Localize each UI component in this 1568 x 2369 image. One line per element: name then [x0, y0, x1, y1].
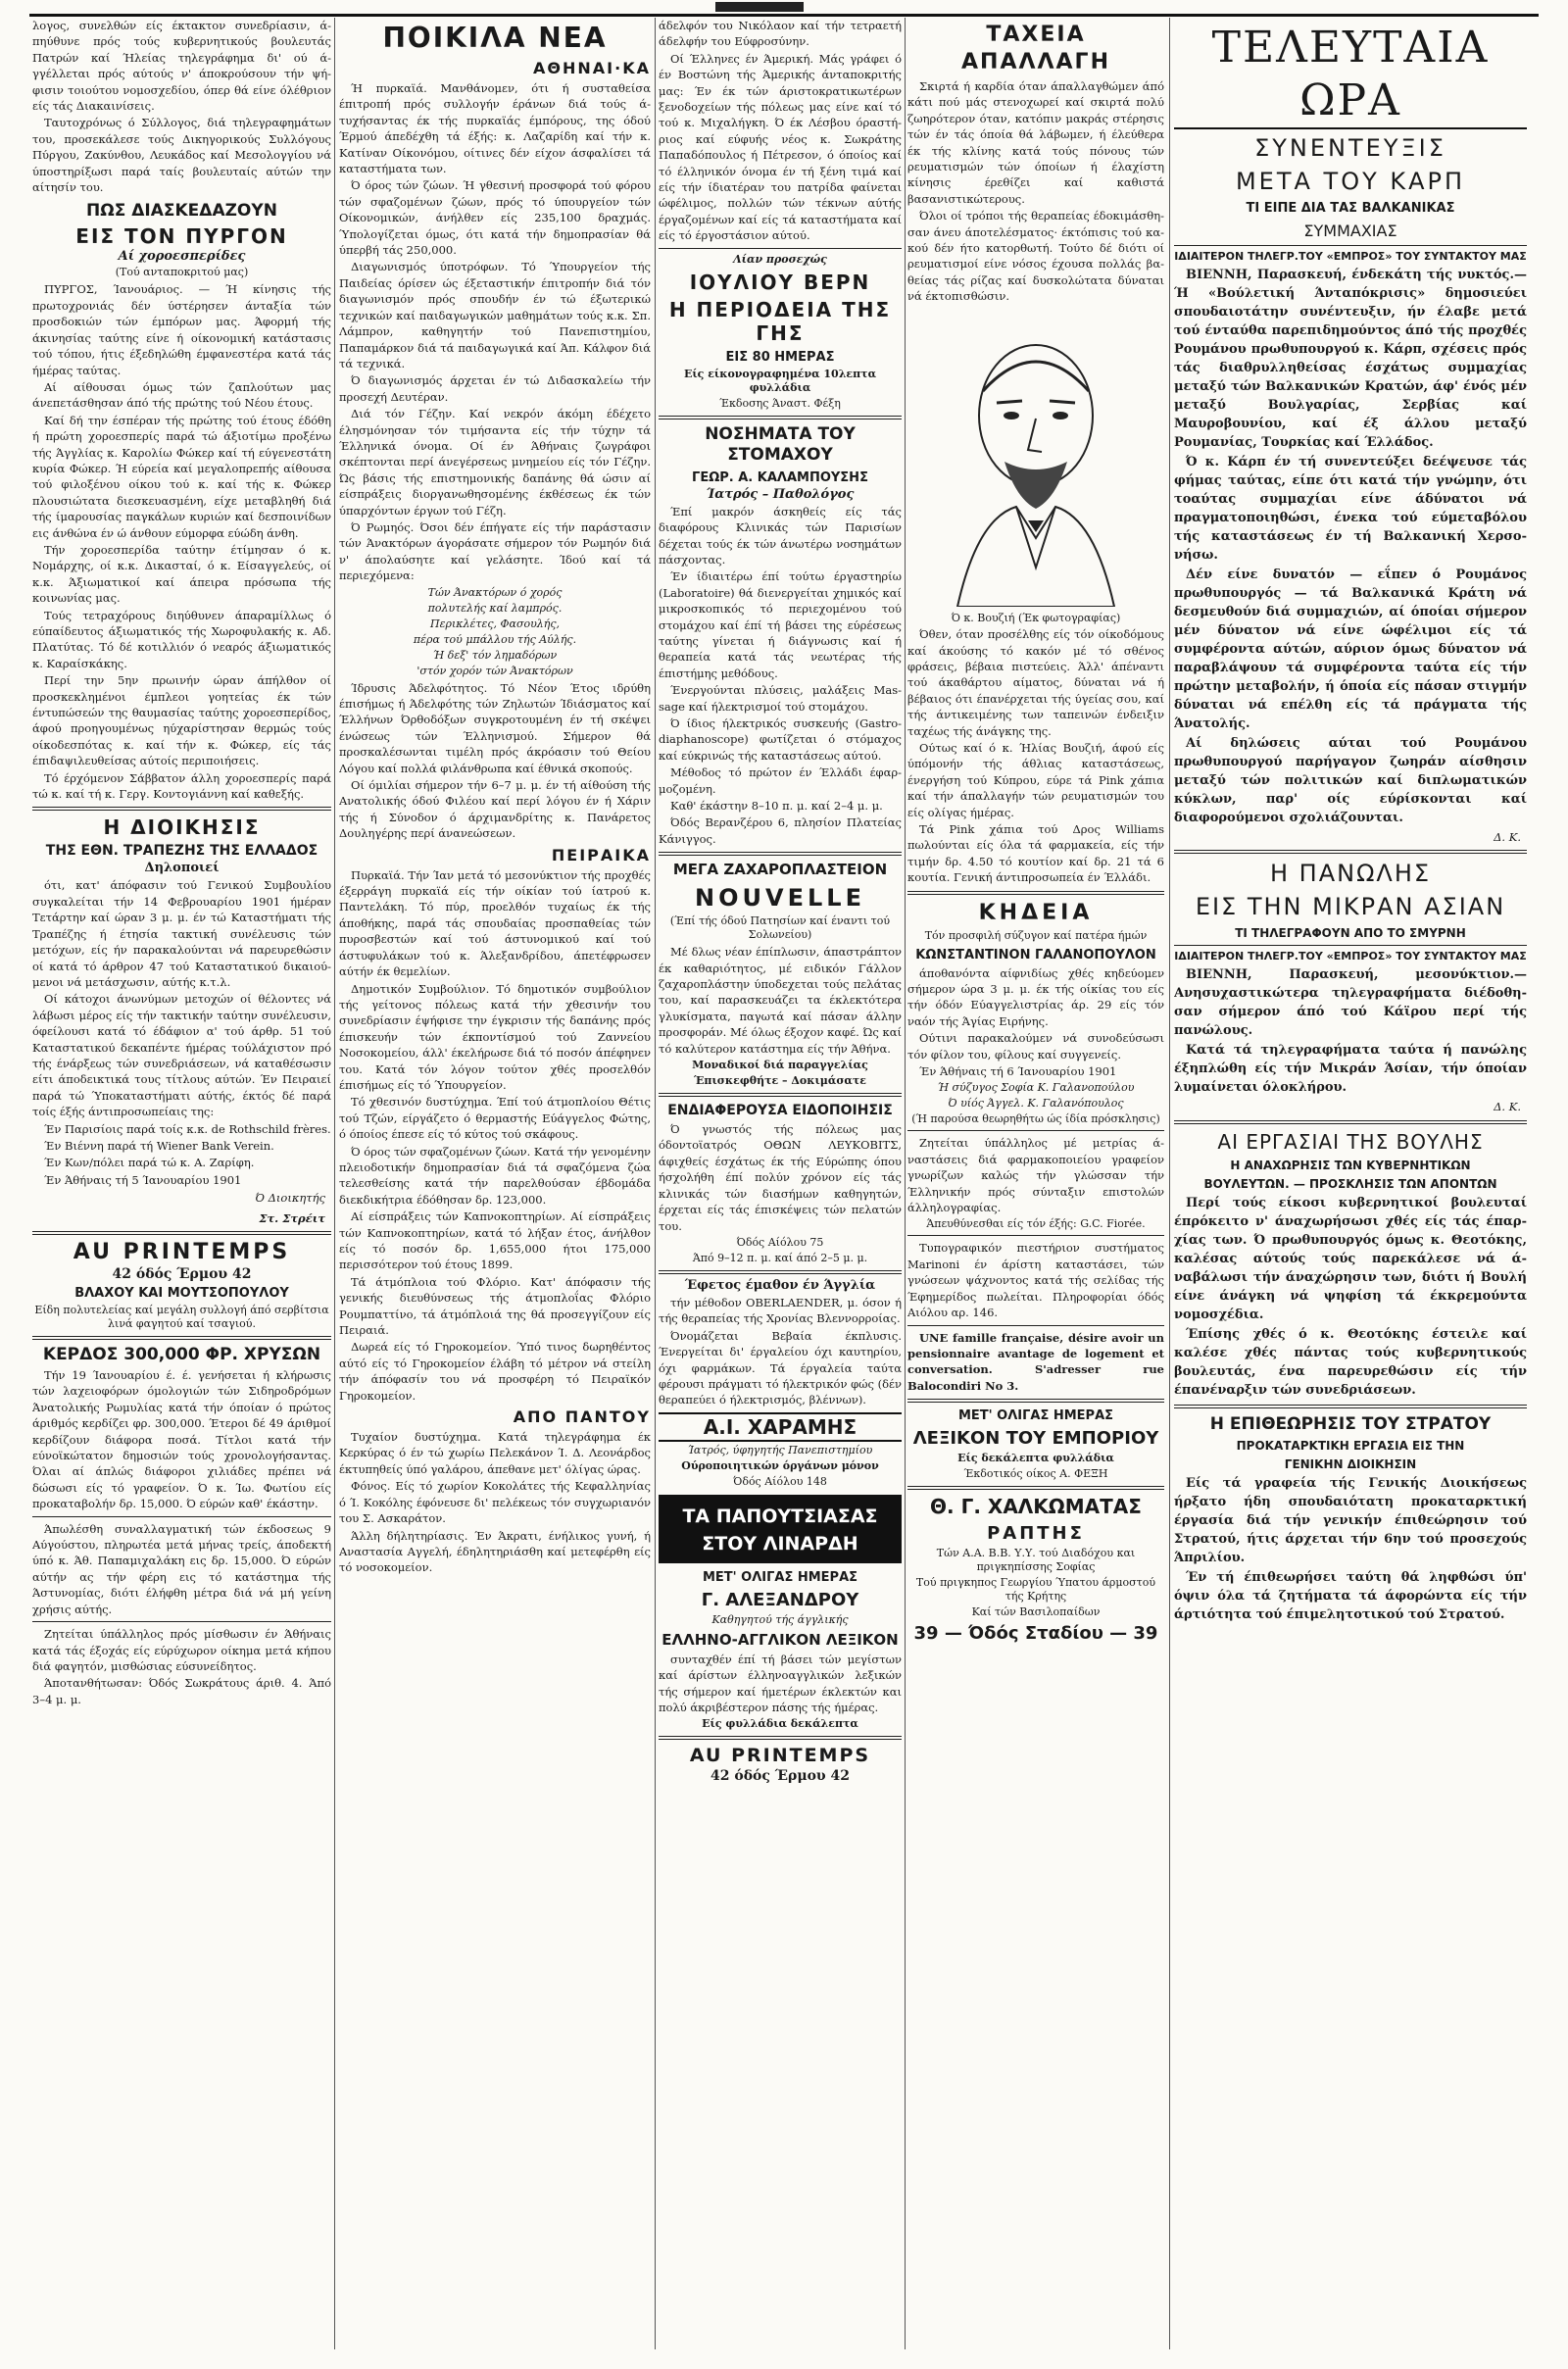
article-text: Τό έρχόμενον Σάββατον άλλη χοροεσπερίς παρά τώ κ. καί τή κ. Γεργ. Κοντογιάννη καί καθεξής.	[32, 770, 331, 802]
divider	[32, 1336, 331, 1340]
dispatch-label: ΙΔΙΑΙΤΕΡΟΝ ΤΗΛΕΓΡ.ΤΟΥ «ΕΜΠΡΟΣ» ΤΟΥ ΣΥΝΤΑΚΤΟΥ ΜΑΣ	[1174, 250, 1527, 263]
article-text: Άπωλέσθη συναλλαγματική τών έκδοσεως 9 Αύγούστου, πληρωτέα μετά μήνας τρείς, άποδεκτή ύπό κ. Άθ. Παπαμιχαλάκη εις δρ. 15,000. Ό εύρών αύτήν ας τήν φέρη εις τό κατάστημα τής Άστυνομίας, διότι έλήφθη μέτρα διά νά μή γείνη χρήσις αύτής.	[32, 1521, 331, 1616]
article-text: Έν Παρισίοις παρά τοίς κ.κ. de Rothschild frères.	[44, 1121, 331, 1136]
article-text: Διαγωνισμός ύποτρόφων. Τό Ύπουργείον τής Παιδείας όρίσεν ώς έξεταστικήν έπιτροπήν διά τόν διαγωνισμόν πρός σπουδήν έν τώ έξωτερικώ τεχνικών καί παιδαγωγικών μαθημάτων τούς κ.κ. Σπ. Λάμπρον, καθηγητήν τού Πανεπιστημίου, Παπαμάρκον διά τά παιδαγωγικά καί Άπ. Κάλφον διά τά τεχνικά.	[339, 260, 651, 370]
article-text: Ίδρυσις Άδελφότητος. Τό Νέον Έτος ιδρύθη έπισήμως ή Άδελφότης τών Ζηλωτών Ίδιάσματος καί Έλλήνων Όρθοδόξων συγκροτουμένη έν τή σκέψει ένώσεως τών Έλληνισμού. Σήμερον θά προσκαλέσωνται τιμέλη πρός άκρόασιν τού Θείου Λόγου καί πολλά φιλάνθρωπα καί έθνικά σκοπούς.	[339, 680, 651, 775]
article-text: Δημοτικόν Συμβούλιον. Τό δημοτικόν συμβούλιον τής γείτονος πόλεως κατά τήν χθεσινήν του συνεδρίασιν έψήφισε την έγκρισιν τής δαπάνης πρός έπισκευήν τών έκποντίσμού τού Ζαννείου Νοσοκομείου, άλλ' έκελήρωσε διά τό ποσόν άπέφηνεν του. Κατά τόν λόγον τούτον χθές προσελθόν έπισήμως είς τό Ύπουργείον.	[339, 981, 651, 1092]
ad-heading: ΤΑ ΠΑΠΟΥΤΣΙΑΣΑΣ	[682, 1505, 878, 1527]
ad-text: Καί τών Βασιλοπαίδων	[971, 1605, 1101, 1619]
article-text: Όνομάζεται Βεβαία έκπλυσις. Ένεργείται δι' έργαλείου όχι καυτηρίου, όχι φαρμάκων. Τά έργαλεία ταύτα φέρουσι πράγματι τό ήλεκτρικόν φώς (δέν θεραπεύει ό ήλεκτρισμός, βλέννων).	[659, 1328, 902, 1407]
article-text: Τυπογραφικόν πιεστήριον συστήματος Marinoni έν άρίστη καταστάσει, τών γνώσεων ψάχνοντος κατά τής σελίδας τής Έφημερίδος πωλείται. Πληροφορίαι όδός Αιόλου αρ. 146.	[907, 1241, 1164, 1320]
article-text: Αί αίθουσαι όμως τών ζαπλούτων μας άνεπετάσθησαν άπό τής πρώτης τού Νέου έτους.	[32, 379, 331, 411]
divider	[659, 416, 902, 420]
article-heading: ΑΙ ΕΡΓΑΣΙΑΙ ΤΗΣ ΒΟΥΛΗΣ	[1217, 1129, 1484, 1154]
article-text: Κατά τά τηλεγραφήματα ταύτα ή πανώλης έξηπλώθη είς τήν Μικράν Άσίαν, τήν όποίαν λυμαίνεται όλοκλήρου.	[1174, 1043, 1527, 1096]
ad-name: Α.Ι. ΧΑΡΑΜΗΣ	[659, 1412, 902, 1442]
ad-text: Μοναδικοί διά παραγγελίας	[692, 1059, 868, 1072]
divider	[32, 1231, 331, 1235]
divider	[907, 1486, 1164, 1490]
article-text: Ζητείται ύπάλληλος μέ μετρίας άναστάσεις διά φαρμακοποιείου γραφείον γνωρίζων καλώς τήν γλώσσαν τήν Έλληνικήν πρός σύνταξιν επιστολών άλληλογραφίας.	[907, 1136, 1164, 1215]
article-text: συνταχθέν έπί τή βάσει τών μεγίστων καί άρίστων έλληνοαγγλικών λεξικών τής σήμερον καί ήμετέρων έκλεκτών και πολύ άκριβέστερον πάσης τής ήμέρας.	[659, 1652, 902, 1714]
ad-name: NOUVELLE	[695, 884, 865, 913]
article-text: Ζητείται ύπάλληλος πρός μίσθωσιν έν Άθήναις κατά τάς έξοχάς είς εύρύχωρον οίκημα μετά κήπου διά φαγητόν, μισθώσιας εύσυνείδητος.	[32, 1627, 331, 1673]
article-text: Ό γνωστός τής πόλεως μας όδοντοϊατρός ΟΘΩΝ ΛΕΥΚΟΒΙΤΣ, άφιχθείς έσχάτως έκ τής Εύρώπης όπου ήσχολήθη έπί πολύν χρόνον είς τάς κλινικάς τών διασήμων καθηγητών, έρχεται είς τάς έπισκέψεις τών πελατών του.	[659, 1122, 902, 1233]
ad-heading: ΣΤΟΥ ΛΙΝΑΡΔΗ	[702, 1532, 858, 1555]
article-subheading: ΤΙ ΕΙΠΕ ΔΙΑ ΤΑΣ ΒΑΛΚΑΝΙΚΑΣ	[1246, 201, 1455, 216]
ad-title: Ίατρός – Παθολόγος	[706, 486, 855, 502]
article-subheading: ΤΙ ΤΗΛΕΓΡΑΦΟΥΝ ΑΠΟ ΤΟ ΣΜΥΡΝΗ	[1235, 926, 1466, 941]
signature: Δ. Κ.	[1494, 830, 1521, 844]
article-text: Περί τούς είκοσι κυβερνητικοί βουλευταί έπρόκειτο ν' άναχωρήσωσι χθές είς τάς έπαρχίας των. Ό πρωθυπουργός όμως κ. Θεοτόκης, καλέσας αύτούς τούς παρεκάλεσε νά άναβάλωσι τήν άναχώρησιν των, διότι ή Βουλή είνε άνάγκη νά ψηφίση τά έκκρεμούντα νομοσχέδια.	[1174, 1195, 1527, 1322]
section-heading: ΤΑΧΕΙΑ ΑΠΑΛΛΑΓΗ	[961, 23, 1110, 74]
article-text: Έν Άθήναις τή 5 Ίανουαρίου 1901	[44, 1172, 242, 1187]
article-text: Τά άτμόπλοια τού Φλόριο. Κατ' άπόφασιν τής γενικής διευθύνσεως τής άτμοπλοΐας Φλόριο Ρουμπαττίνο, τά άτμόπλοιά της θά προσεγγίζουν είς Πειραιά.	[339, 1274, 651, 1338]
ad-title: Ίατρός, ύφηγητής Πανεπιστημίου	[687, 1443, 873, 1456]
article-text: Άλλη δήλητηρίασις. Έν Άκρατι, ένήλικος γυνή, ή Αναστασία Αγγελή, έδηλητηριάσθη καί μετεφέρθη είς τό νοσοκομείον.	[339, 1528, 651, 1575]
ad-text: Είδη πολυτελείας καί μεγάλη συλλογή άπό σερβίτσια λινά φαγητού καί τσαγιού.	[34, 1304, 329, 1330]
ad-address: Όδός Αίόλου 148	[733, 1474, 827, 1488]
notice-heading: ΤΗΣ ΕΘΝ. ΤΡΑΠΕΖΗΣ ΤΗΣ ΕΛΛΑΔΟΣ	[45, 843, 318, 860]
verse-line: πέρα τού μπάλλου τής Αύλής.	[413, 632, 577, 646]
article-text: Ή πυρκαϊά. Μανθάνομεν, ότι ή συσταθείσα έπιτροπή πρός συλλογήν έράνων διά τούς άτυχήσαντας έκ τής πυρκαϊάς έμπόρους, της όδού Έρμού άπεδέχθη τά έξής: κ. Λαζαρίδη καί τήν κ. Κατίναν Οίκονόμου, οίτινες δέν είχον άσφαλίσει τά καταστήματα των.	[339, 81, 651, 176]
article-heading: ΣΥΝΕΝΤΕΥΞΙΣ	[1254, 134, 1446, 162]
ad-publisher: Έκδοσης Άναστ. Φέξη	[719, 396, 841, 410]
portrait-illustration	[918, 313, 1153, 607]
divider	[907, 891, 1164, 895]
divider	[659, 248, 902, 249]
article-text: Καθ' έκάστην 8–10 π. μ. καί 2–4 μ. μ.	[670, 799, 883, 813]
ad-text: Άπευθύνεσθαι είς τόν έξής: G.C. Fiorée.	[926, 1217, 1146, 1231]
article-text: Έν ίδιαιτέρω έπί τούτω έργαστηρίω (Laboratoire) θά διενεργείται χημικός καί μικροσκοπικός τό περιεχομένου τού στομάχου καί έπί τή βάσει της εύρέσεως ταύτης γίνεται ή διάγνωσις καί ή θεραπεία κατά τάς νεωτέρας τής έπιστήμης μεθόδους.	[659, 569, 902, 680]
article-text: Ένεργούνται πλύσεις, μαλάξεις Massage καί ήλεκτρισμοί τού στομάχου.	[659, 683, 902, 714]
article-text: Περί την 5ην πρωινήν ώραν άπήλθον οί προσκεκλημένοι έμπλεοι γοητείας έκ τών έντυπώσεών της θαυμασίας ταύτης χοροεσπερίδος, άφού προηγουμένως ηύχαρίστησαν θερμώς τούς οίκοδεσπότας κ. καί τήν κ. Φώκερ, είς τάς έπιδαψιλευθείσας αύτοίς περιποιήσεις.	[32, 673, 331, 768]
ad-heading: AU PRINTEMPS	[73, 1240, 291, 1264]
article-text: Άποτανθήτωσαν: Όδός Σωκράτους άριθ. 4. Άπό 3–4 μ. μ.	[32, 1676, 331, 1706]
ad-address: 42 όδός Έρμου 42	[710, 1768, 850, 1785]
ad-heading: ΜΕΤ' ΟΛΙΓΑΣ ΗΜΕΡΑΣ	[702, 1569, 858, 1585]
ad-text: Τού πριγκηπος Γεωργίου Ύπατου άρμοστού τής Κρήτης	[915, 1576, 1156, 1604]
article-text: Αί είσπράξεις τών Καπνοκοπτηρίων. Αί είσπράξεις τών Καπνοκοπτηρίων, κατά τό λήξαν έτος, άνήλθον είς τό ποσόν δρ. 1,655,000 ήτοι 175,000 περισσότερον τού έτους 1899.	[339, 1209, 651, 1272]
article-heading: ΜΕΤΑ ΤΟΥ ΚΑΡΠ	[1235, 168, 1466, 195]
article-text: Όθεν, όταν προσέλθης είς τόν οίκοδόμους καί άκούσης τό κακόν μέ τό σθένος φράσεις, βέβαια πιστεύεις. Άλλ' άπέναντι τού άκαθάρτου αίματος, δύναται νά ή βέβαιος ότι έπανέρχεται τής ύγείας σου, καί τής άντικειμένης των ταπεινών ένδειξιν ταχέως τής άνάγκης της.	[907, 627, 1164, 738]
article-text: Έν Κων/πόλει παρά τώ κ. Α. Ζαρίφη.	[44, 1156, 255, 1170]
divider	[1174, 245, 1527, 246]
article-text: ότι, κατ' άπόφασιν τού Γενικού Συμβουλίου συγκαλείται τήν 14 Φεβρουαρίου 1901 ήμέραν Τετάρτην καί ώραν 3 μ. μ. έν τώ Καταστήματι τής Τραπέζης ή έτησία τακτική συνέλευσις τών μετόχων, είς ήν παρακαλούνται νά παρευρεθώσιν οί κατά τό άρθρον 47 τού Καταστατικού δικαιούμενοι νά μετάσχωσιν, αύτής κ.τ.λ.	[32, 878, 331, 989]
article-text: Έν Άθήναις τή 6 Ίανουαρίου 1901	[919, 1064, 1117, 1079]
dispatch-label: ΙΔΙΑΙΤΕΡΟΝ ΤΗΛΕΓΡ.ΤΟΥ «ΕΜΠΡΟΣ» ΤΟΥ ΣΥΝΤΑΚΤΟΥ ΜΑΣ	[1174, 950, 1527, 963]
ad-address: Όδός Αίόλου 75	[736, 1235, 824, 1249]
section-heading: ΠΟΙΚΙΛΑ ΝΕΑ	[382, 22, 608, 54]
masthead-rule	[0, 0, 1568, 14]
shoe-ad-banner	[659, 1495, 902, 1563]
ad-heading: ΚΕΡΔΟΣ 300,000 ΦΡ. ΧΡΥΣΩΝ	[42, 1345, 321, 1364]
article-text: Οί κάτοχοι άνωνύμων μετοχών οί θέλοντες νά λάβωσι μέρος είς τήν τακτικήν ταύτην συνέλευσιν, όφείλουσι κατά τό έδάφιον α' τού άρθρ. 51 τού Καταστατικού δεκαπέντε ήμέρας τούλάχιστον πρό τής ένάρξεως τών συνεδριάσεων, νά καταθέσωσιν είτι άποδεικτικά τους τίτλους αύτών. Έν Πειραιεί παρά τώ Ύποκαταστήματι αύτής, έκτός δέ παρά τοίς έξής άντιπροσωπείαις της:	[32, 992, 331, 1119]
article-subheading: ΒΟΥΛΕΥΤΩΝ. — ΠΡΟΣΚΛΗΣΙΣ ΤΩΝ ΑΠΟΝΤΩΝ	[1203, 1176, 1497, 1191]
ad-owner: ΒΛΑΧΟΥ ΚΑΙ ΜΟΥΤΣΟΠΟΥΛΟΥ	[74, 1286, 289, 1301]
ad-heading: ΕΝΔΙΑΦΕΡΟΥΣΑ ΕΙΔΟΠΟΙΗΣΙΣ	[667, 1103, 893, 1119]
article-text: Είς τά γραφεία τής Γενικής Διοικήσεως ήρξατο ήδη σπουδαιότατη προκαταρκτική έργασία διά τήν γενικήν έπιθεώρησιν τού Στρατού, ήτις άρχεται τήν 6ην τού προσεχούς Άπριλίου.	[1174, 1475, 1527, 1565]
ad-address: 39 — Όδός Σταδίου — 39	[913, 1623, 1158, 1645]
ad-name: Γ. ΑΛΕΞΑΝΔΡΟΥ	[701, 1589, 859, 1610]
divider	[659, 852, 902, 856]
ad-heading: ΝΟΣΗΜΑΤΑ ΤΟΥ ΣΤΟΜΑΧΟΥ	[705, 423, 856, 465]
article-text: Έν τή έπιθεωρήσει ταύτη θά ληφθώσι ύπ' όψιν όλα τά ζητήματα τά άφορώντα είς τήν άρτιότητα τού έπιμελητοτικού τού Στρατού.	[1174, 1569, 1527, 1622]
obituary-signer: Ή σύζυγος Σοφία Κ. Γαλανοπούλου	[937, 1081, 1135, 1095]
article-text: Όδός Βερανζέρου 6, πλησίον Πλατείας Κάνιγγος.	[659, 815, 902, 846]
ad-text: Τών Α.Α. Β.Β. Υ.Υ. τού Διαδόχου και πριγκηπίσσης Σοφίας	[936, 1547, 1136, 1574]
ad-text: Ούροποιητικών όργάνων μόνον	[681, 1458, 879, 1472]
divider	[907, 1325, 1164, 1326]
column-divider	[334, 18, 335, 2349]
ad-pretitle: Λίαν προσεχώς	[733, 252, 827, 266]
notice-heading: Η ΔΙΟΙΚΗΣΙΣ	[103, 815, 261, 840]
article-text: Έπί μακρόν άσκηθείς είς τάς διαφόρους Κλινικάς τών Παρισίων δέχεται τούς έκ τών άνωτέρω νοσημάτων πάσχοντας.	[659, 504, 902, 567]
article-heading: ΕΙΣ ΤΗΝ ΜΙΚΡΑΝ ΑΣΙΑΝ	[1195, 893, 1506, 921]
article-text: Ό Ρωμηός. Όσοι δέν έπήγατε είς τήν παράστασιν τών Άνακτόρων άγοράσατε σήμερον τόν Ρωμηόν διά ν' άπολαύσητε καί γελάσητε. Ίδού καί τά περιεχόμενα:	[339, 519, 651, 583]
ad-heading: ΕΙΣ 80 ΗΜΕΡΑΣ	[725, 349, 835, 365]
article-text: Δέν είνε δυνατόν — εΐπεν ό Ρουμάνος πρωθυπουργός — τά Βαλκανικά Κράτη νά δεσμευθούν διά συμμαχιών, αί όποίαι σήμερον μέν δύνατον νά είνε ώφέλιμοι είς τά συμφέροντα αύτών, αύριον όμως δύνατον νά παραβλάψουν τά συμφέροντα ταύτα είς τήν πρώτην μεταβολήν, ή όποία είς πάσαν στιγμήν δύναται νά επέλθη είς τά πράγματα τής Άνατολής.	[1174, 568, 1527, 731]
ad-heading: ΜΕΓΑ ΖΑΧΑΡΟΠΛΑΣΤΕΙΟΝ	[672, 861, 888, 879]
article-text: Έν Βιέννη παρά τή Wiener Bank Verein.	[44, 1138, 274, 1153]
article-text: Οί όμιλίαι σήμερον τήν 6–7 μ. μ. έν τή αίθούση τής Ανατολικής όδού Φιλέου καί περί λόγου έν ή Χάριν τής ή Σύνοδον ό άρχιμανδρίτης κ. Πανάρετος Δουληγέρης περί άνανεώσεων.	[339, 778, 651, 841]
obituary-name: ΚΩΝΣΤΑΝΤΙΝΟΝ ΓΑΛΑΝΟΠΟΥΛΟΝ	[915, 947, 1156, 962]
article-text: Τά Pink χάπια τού Δρος Williams πωλούνται είς όλα τά φαρμακεία, είς τήν τιμήν δρ. 4.50 τό κουτίον καί δρ. 21 τά 6 κουτία. Γενική άντιπροσωπεία έν Έλλάδι.	[907, 821, 1164, 885]
ad-heading: ΙΟΥΛΙΟΥ ΒΕΡΝ	[689, 270, 871, 294]
signature-role: Ό Διοικητής	[255, 1191, 325, 1206]
column-5	[1174, 18, 1527, 2349]
section-heading: ΤΕΛΕΥΤΑΙΑ ΩΡΑ	[1174, 22, 1527, 129]
divider	[1174, 850, 1527, 854]
article-text: ΒΙΕΝΝΗ, Παρασκευή, ένδεκάτη τής νυκτός.— Ή «Βούλετική Άνταπόκρισις» δημοσιεύει σπουδαιοτάτην συνέντευξιν, ήν έλαβε μετά τού ένταύθα παρεπιδημούντος άπό τής προχθές Ρουμάνου πρωθυπουργού κ. Κάρπ, σχέσεις πρός τάς διαθρυλληθείσας έσχάτως συμμαχίας μεταξύ τών Βαλκανικών Κρατών, άφ' ένός μέν μεταξύ Βουλγαρίας, Σερβίας καί Μαυροβουνίου, καί έξ άλλου μεταξύ Ρουμανίας, Τουρκίας καί Έλλάδος.	[1174, 268, 1527, 450]
article-subheading: Η ΑΝΑΧΩΡΗΣΙΣ ΤΩΝ ΚΥΒΕΡΝΗΤΙΚΩΝ	[1230, 1158, 1471, 1172]
verse-line: Περικλέτες, Φασουλής,	[430, 617, 560, 630]
divider	[659, 1270, 902, 1274]
column-3	[659, 18, 902, 2349]
masthead-ornament	[715, 2, 804, 12]
ad-text: Είς είκονογραφημένα 10λεπτα φυλλάδια	[683, 367, 877, 394]
column-1	[32, 18, 331, 2349]
divider	[659, 1736, 902, 1740]
ad-heading: ΛΕΞΙΚΟΝ ΤΟΥ ΕΜΠΟΡΙΟΥ	[912, 1428, 1159, 1450]
ad-address: 42 όδός Έρμου 42	[112, 1266, 252, 1282]
divider	[907, 1399, 1164, 1403]
divider	[907, 1235, 1164, 1236]
article-subheading: ΓΕΝΙΚΗΝ ΔΙΟΙΚΗΣΙΝ	[1284, 1456, 1417, 1471]
obituary-text: Τόν προσφιλή σύζυγον καί πατέρα ήμών	[924, 928, 1148, 942]
article-text: Ό κ. Κάρπ έν τή συνεντεύξει δεέψευσε τάς φήμας ταύτας, είπε ότι κατά τήν γνώμην, ότι τοαύτας συμμαχίαι είνε άδύνατοι νά πραγματοποιηθώσι, ένεκα τού εύμεταβόλου τής καταστάσεως έν τή Βαλκανική Χερσονήσω.	[1174, 455, 1527, 563]
top-rule	[29, 14, 1539, 17]
verse-line: 'στόν χορόν τών Άνακτόρων	[416, 664, 573, 677]
divider	[907, 1130, 1164, 1131]
verse-line: Τών Άνακτόρων ό χορός	[427, 585, 563, 599]
article-text: Σκιρτά ή καρδία όταν άπαλλαγθώμεν άπό κάτι πού μάς στενοχωρεί καί σκιρτά πολύ ζωηρότερον όταν, κατόπιν μακράς στέρησις τών έν τάς όποία θά λάβωμεν, ή έλεύθερα έκ τής κλίνης κατά τούς πόνους τών ρευματισμών τών όποίων ή έλαχίστη κίνησις έρεθίζει καί καθιστά βασανιστικώτερους.	[907, 79, 1164, 206]
article-text: Ό όρος τών ζώων. Ή γθεσινή προσφορά τού φόρου τών σφαζομένων ζώων, πρός τό ύπουργείον τών Οίκονομικών, άνήλθεν είς 235,100 δραχμάς. Ύπολογίζεται όμως, ότι κατά τήν δημοπρασίαν θά ύπερβή τάς 250,000.	[339, 178, 651, 258]
article-heading: Η ΕΠΙΘΕΩΡΗΣΙΣ ΤΟΥ ΣΤΡΑΤΟΥ	[1209, 1413, 1492, 1434]
section-heading: ΠΩΣ ΔΙΑΣΚΕΔΑΖΟΥΝ	[86, 201, 277, 222]
notice-subtitle: Δηλοποιεί	[144, 861, 220, 876]
article-text: Ούτως καί ό κ. Ήλίας Βουζιή, άφού είς ύπόμονήν τής άθλιας καταστάσεως, ένεργήση τού Κύπρου, εύρε τά Pink χάπια καί τήν άπαλλαγήν τών ρευματισμών του είς ολίγας ήμέρας.	[907, 740, 1164, 819]
article-text: Οί Έλληνες έν Άμερική. Μάς γράφει ό έν Βοστώνη τής Άμερικής άνταποκριτής μας: Έν έκ τών άριστοκρατικωτέρων ξενοδοχείων τής πόλεως μας είνε καί τό τού κ. Μιχαλήγκη. Ό έκ Λέσβου όραστήριος καί εύφυής νέος κ. Σωκράτης Παπαδόπουλος ή Πέτρεσον, ό όποίος καί τό έλληνικόν όνομα έν τή ξένη τιμά καί είς τήν ίδιατέραν του πατρίδα φαίνεται ώφέλιμος, πολλών τών τέκνων αύτής έργαζομένων καί είς τά καταστήματα καί είς τό έργοστάσιον αύτού.	[659, 51, 902, 243]
article-heading: Η ΠΑΝΩΛΗΣ	[1269, 860, 1432, 888]
column-divider	[905, 18, 906, 2349]
ad-name: Θ. Γ. ΧΑΛΚΩΜΑΤΑΣ	[930, 1495, 1142, 1519]
article-text: Τό χθεσινόν δυστύχημα. Έπί τού άτμοπλοίου Θέτις τού Τζών, είργάζετο ό θερμαστής Εύάγγελος Φώτης, ό όποίος έπεσε είς τό κύτος τού σκάφους.	[339, 1095, 651, 1142]
article-text: Τυχαίον δυστύχημα. Κατά τηλεγράφημα έκ Κερκύρας ό έν τώ χωρίω Πελεκάνον Ί. Δ. Λεονάρδος έκτυπηθείς ύπό γαλάρου, άπεθανε μετ' όλίγας ώρας.	[339, 1430, 651, 1476]
verse-line: Ή δεξ' τόν λημαδόρων	[432, 648, 558, 662]
ad-name: ΓΕΩΡ. Α. ΚΑΛΑΜΠΟΥΣΗΣ	[692, 469, 868, 485]
divider	[659, 1093, 902, 1097]
ad-text: Έπισκεφθήτε – Δοκιμάσατε	[694, 1074, 866, 1088]
article-text: Τούς τετραχόρους διηύθυνεν άπαραμίλλως ό εύπαίδευτος άξιωματικός τής Χωροφυλακής κ. Αδ. Πλατύτας. Τό δέ κοτιλλιόν ό νεαρός άξιωματικός κ. Καραίσκάκης.	[32, 608, 331, 670]
article-text: Τήν χοροεσπερίδα ταύτην έτίμησαν ό κ. Νομάρχης, οί κ.κ. Δικασταί, ό κ. Είσαγγελεύς, οί κ.κ. Άξιωματικοί καί άπειρα πρόσωπα τής κοινωνίας μας.	[32, 542, 331, 606]
article-text: Φόνος. Είς τό χωρίον Κοκολάτες τής Κεφαλληνίας ό Ί. Κοκόλης έφόνευσε δι' πελέκεως τόν συγχωριανόν του Σ. Ασκαράτον.	[339, 1479, 651, 1526]
article-text: Καί δή την έσπέραν τής πρώτης τού έτους έδόθη ή πρώτη χοροεσπερίς παρά τώ άξιοτίμω προξένω τής Άγγλίας κ. Καρολίω Φώκερ καί τή εύγενεστάτη κυρία Φώκερ. Ή εύρεία καί μεγαλοπρεπής αίθουσα τού φιλοξένου οίκου τού κ. καί τής κ. Φώκερ πλουσιώτατα διεσκευασμένη, είχε μεταβληθή διά τής ίμαρουσίας παγκάλων κυριών καί δεσποινίδων εις άνθώνα έν ώ άνθουν εύμορφα εύώδη άνθη.	[32, 413, 331, 540]
article-text: Διά τόν Γέζην. Καί νεκρόν άκόμη έδέχετο έλησμόνησαν τόν τιμήσαντα είς τήν τύχην τά Έλληνικά όνομα. Οί έν Άθήναις ζωγράφοι σκέπτονται περί άνεγέρσεως μνημείου είς τόν Γέζην. Ώς βάσις τής επιστημονικής δαπάνης θά ώσιν αί είσπράξεις διοργανωθησομένης έκθέσεως έκ τών ύπαρχόντων έργων τού Γέζη.	[339, 407, 651, 518]
article-text: Όλοι οί τρόποι τής θεραπείας έδοκιμάσθησαν άνευ άποτελέσματος· έκτόπισις τού κακού δέν ήτο κατορθωτή. Τούτο δέ διότι οί ρευματισμοί είνε νόσος έχουσα πολλάς βαθείας τάς ρίζας καί δυσκολώτατα δύναται νά έκτοπισθώσιν.	[907, 209, 1164, 304]
article-text: Τήν 19 Ίανουαρίου έ. έ. γενήσεται ή κλήρωσις τών λαχειοφόρων όμολογιών τών Σιδηροδρόμων Άνατολικής Ρωμυλίας κατά τήν όποίαν ό πρώτος άριθμός κερδίζει φρ. 300,000. Έτεροι δέ 49 άριθμοί κερδίζουν διάφορα ποσά. Τίτλοι κατά τήν εύνοϊκώτατον δημοσιών τούς χρονολογήσαντας. Όλαι αί άπλώς διάφοροι χιλιάδες πρέπει νά δώσωσι είς τό γραφείον. Ό κ. Ίω. Φωτίου είς προκαταβολήν δρ. 15,000. Ό εύρών καθ' έκάστην.	[32, 1368, 331, 1511]
portrait-caption: Ό κ. Βουζιή (Έκ φωτογραφίας)	[951, 611, 1121, 624]
ad-heading: Η ΠΕΡΙΟΔΕΙΑ ΤΗΣ ΓΗΣ	[668, 297, 892, 345]
ad-hours: Άπό 9–12 π. μ. καί άπό 2–5 μ. μ.	[692, 1251, 868, 1264]
divider	[1174, 1405, 1527, 1408]
column-4	[907, 18, 1164, 2349]
divider	[1174, 1120, 1527, 1124]
article-subheading: ΣΥΜΜΑΧΙΑΣ	[1303, 222, 1397, 240]
section-subtitle: Αί χοροεσπερίδες	[118, 249, 246, 265]
article-text: τήν μέθοδον OBERLAENDER, μ. όσον ή τής θεραπείας τής Χρονίας Βλεννορροίας.	[659, 1295, 902, 1326]
ad-title: Καθηγητού τής άγγλικής	[711, 1612, 849, 1626]
article-text: Έπίσης χθές ό κ. Θεοτόκης έστειλε καί καλέσε χθές πάντας τούς κυβερνητικούς βουλευτάς, ένα παρευρεθώσιν είς τήν έπανέναρξιν τών συνεδριάσεων.	[1174, 1326, 1527, 1398]
article-text: UNE famille française, désire avoir un pensionnaire avantage de logement et conversation. S'adresser rue Balocondiri No 3.	[907, 1330, 1164, 1393]
section-note: (Τού ανταποκριτού μας)	[115, 266, 249, 279]
ad-heading: AU PRINTEMPS	[689, 1745, 871, 1767]
verse-line: πολυτελής καί λαμπρός.	[427, 601, 563, 615]
divider	[1174, 945, 1527, 946]
obituary-signer: Ό υίός Άγγελ. Κ. Γαλανόπουλος	[948, 1097, 1124, 1110]
section-subtitle: ΑΠΟ ΠΑΝΤΟΥ	[513, 1407, 651, 1427]
article-text: Μέθοδος τό πρώτον έν Έλλάδι έφαρμοζομένη.	[659, 765, 902, 796]
ad-heading: ΕΛΛΗΝΟ-ΑΓΓΛΙΚΟΝ ΛΕΞΙΚΟΝ	[662, 1630, 899, 1649]
article-text: Ταυτοχρόνως ό Σύλλογος, διά τηλεγραφημάτων του, προσεκάλεσε τούς Δικηγορικούς Συλλόγους Πύργου, Ζακύνθου, Λευκάδος καί Μεσολογγίου νά ύποστηρίξωσι παρά ταίς βουλευταίς αύτών την αίτησίν του.	[32, 116, 331, 195]
column-divider	[655, 18, 656, 2349]
signature: Στ. Στρέιτ	[259, 1210, 325, 1225]
section-heading: ΕΙΣ ΤΟΝ ΠΥΡΓΟΝ	[75, 224, 288, 249]
article-text: ΠΥΡΓΟΣ, Ίανουάριος. — Ή κίνησις τής πρωτοχρονιάς δέν ύστέρησεν άνταξία τών προσδοκιών τών έμπόρων μας. Άφορμή τής άκινησίας ταύτης είνε ή οίκονομική κατάστασις τού τόπου, ήτις έξεδηλώθη έμφανεστέρα κατά τάς ήμέρας ταύτας.	[32, 282, 331, 377]
article-subheading: ΠΡΟΚΑΤΑΡΚΤΙΚΗ ΕΡΓΑΣΙΑ ΕΙΣ ΤΗΝ	[1236, 1438, 1465, 1453]
section-subtitle: ΑΘΗΝΑΙ·ΚΑ	[533, 59, 651, 77]
article-text: Δωρεά είς τό Γηροκομείον. Ύπό τινος δωρηθέντος αύτό είς τό Γηροκομείον έλάβη τό μέτρον νά στείλη τήν άπόφασίν του νά προσφέρη τό Πειραϊκόν Γηροκομείον.	[339, 1340, 651, 1403]
article-text: ΒΙΕΝΝΗ, Παρασκευή, μεσονύκτιον.— Ανησυχαστικώτερα τηλεγραφήματα διέδοθησαν σήμερον άπό τού Κάϊρου περί τής πανώλους.	[1174, 967, 1527, 1039]
column-divider	[1169, 18, 1170, 2349]
divider	[32, 1516, 331, 1517]
ad-text: Είς δεκάλεπτα φυλλάδια	[957, 1452, 1114, 1465]
obituary-heading: ΚΗΔΕΙΑ	[978, 900, 1094, 925]
article-text: Αί δηλώσεις αύται τού Ρουμάνου πρωθυπουργού παρήγαγον ζωηράν αίσθησιν μεταξύ τών πολιτικών καί διπλωματικών κύκλων, παρ' οίς εύρίσκονται καί διαφορούμενοι σχολιάζουνται.	[1174, 736, 1527, 825]
ad-publisher: Έκδοτικός οίκος Α. ΦΕΞΗ	[963, 1467, 1108, 1481]
article-text: Ό όρος τών σφαζομένων ζώων. Κατά τήν γενομένην πλειοδοτικήν δημοπρασίαν διά τά σφαζόμενα ζώα τελεσθείσης κατά τήν παρελθούσαν έβδομάδα διεκδικήτρια έδόθησαν δρ. 123,000.	[339, 1144, 651, 1207]
ad-heading: ΜΕΤ' ΟΛΙΓΑΣ ΗΜΕΡΑΣ	[957, 1408, 1114, 1424]
article-text: άδελφόν του Νικόλαον καί τήν τετραετή άδελφήν του Εύφροσύνην.	[659, 19, 902, 49]
article-text: λογος, συνελθών είς έκτακτον συνεδρίασιν, άπηύθυνε πρός τούς κυβερνητικούς βουλευτάς Πατρών καί Ήλείας τηλεγράφημα δι' ού άγγέλλεται πρός αύτούς ν' άποκρούσουν τήν ψήφισιν τοιούτου νομοσχεδίου, όπερ θά είνε όλέθριον είς τάς Διακαινίσεις.	[32, 19, 331, 114]
ad-title: ΡΑΠΤΗΣ	[987, 1523, 1085, 1545]
section-subtitle: ΠΕΙΡΑΙΚΑ	[551, 845, 651, 864]
signature: Δ. Κ.	[1494, 1100, 1521, 1114]
article-text: Πυρκαϊά. Τήν Ίαν μετά τό μεσονύκτιον τής προχθές έξερράγη πυρκαϊά είς τήν οίκίαν τού ίατρού κ. Παντελάκη. Τό πύρ, προελθόν τυχαίως έκ τής άποθήκης, παρά τάς σπουδαίας προσπαθείας τών πυροσβεστών καί τού άστυνομικού καί τού άστυφυλάκων τού κ. Άλεξανδρίδου, άπετέφρωσεν αύτήν έκ θεμελίων.	[339, 867, 651, 979]
ad-heading: Έφετος έμαθον έν Άγγλία	[684, 1277, 876, 1293]
article-text: Ούτινι παρακαλούμεν νά συνοδεύσωσι τόν φίλον του, φίλους καί συγγενείς.	[907, 1031, 1164, 1061]
article-text: Μέ δλως νέαν έπίπλωσιν, άπαστράπτον έκ καθαριότητος, μέ ειδικόν Γάλλον ζαχαροπλάστην ύποδεχεται τούς πελάτας του, καί παρασκευάζει τα έκλεκτότερα γλυκίσματα, παγωτά καί πάσαν άλλην προσφοράν. Μέ όλως έξοχον καφέ. Ώς καί τό καλύτερον κατάστημα είς τήν Άθήνα.	[659, 945, 902, 1056]
divider	[32, 807, 331, 811]
article-text: Ό διαγωνισμός άρχεται έν τώ Διδασκαλείω τήν προσεχή Δευτέραν.	[339, 373, 651, 404]
ad-text: Είς φυλλάδια δεκάλεπτα	[702, 1717, 858, 1731]
divider	[32, 1621, 331, 1622]
ad-address: (Έπί τής όδού Πατησίων καί έναντι τού Σολωνείου)	[669, 914, 891, 942]
obituary-note: (Ή παρούσα θεωρηθήτω ώς ίδία πρόσκλησις)	[911, 1112, 1160, 1126]
article-text: άποθανόντα αίφνιδίως χθές κηδεύομεν σήμερον ώρα 3 μ. μ. έκ τής οίκίας του είς τήν όδόν Εύαγγελιστρίας άρ. 29 είς τόν ναόν τής Άγίας Ειρήνης.	[907, 965, 1164, 1028]
article-text: Ό ίδιος ήλεκτρικός συσκευής (Gastro-diaphanoscope) φωτίζεται ό στόμαχος καί εύκρινώς τής καταστάσεως αύτού.	[659, 716, 902, 763]
column-2	[339, 18, 651, 2349]
